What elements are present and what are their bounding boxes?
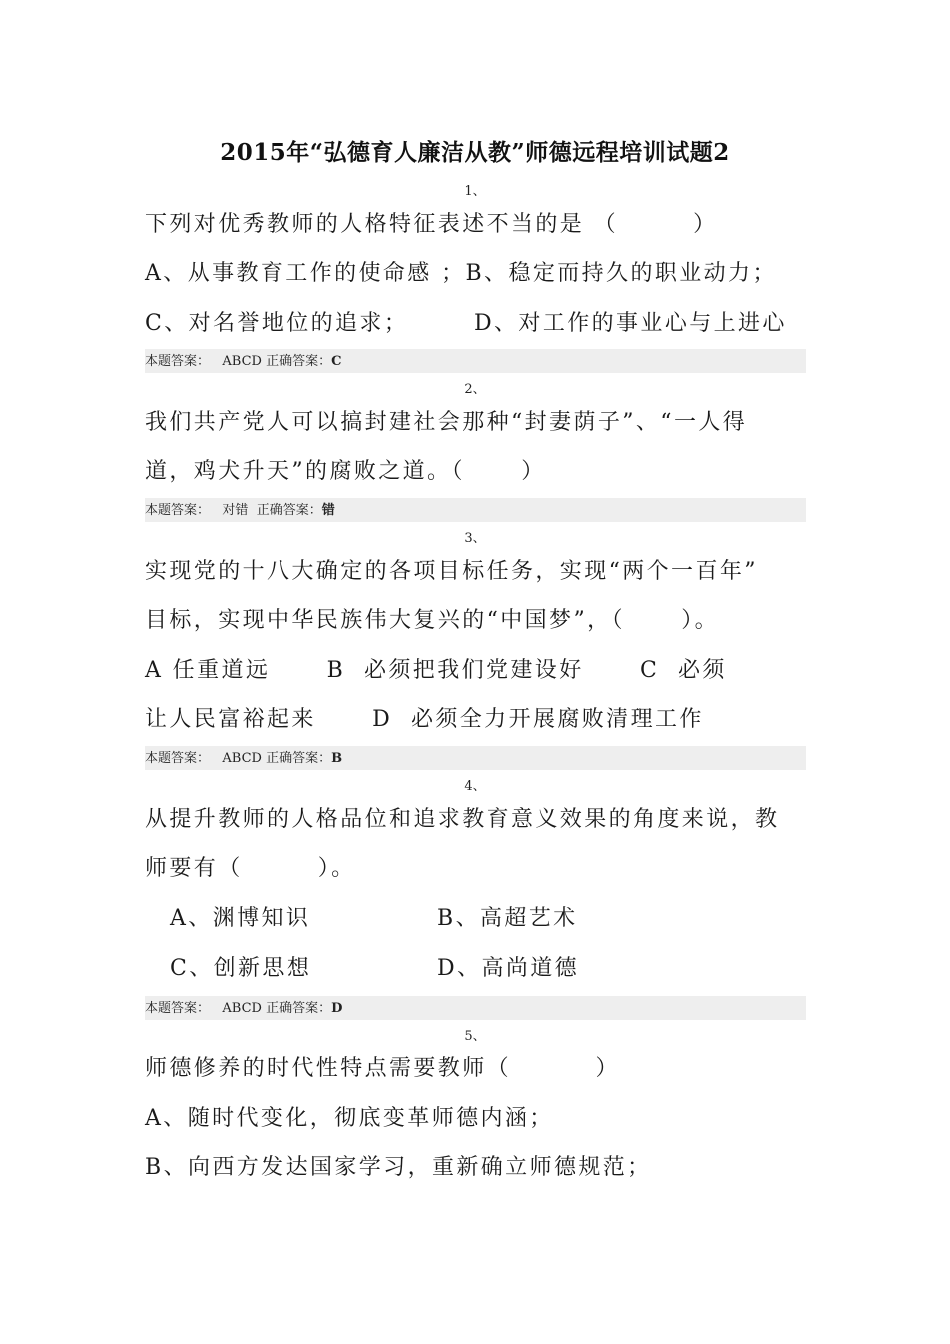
- question-text: 让人民富裕起来 D 必须全力开展腐败清理工作: [145, 707, 704, 732]
- question-number: 1、: [464, 184, 486, 199]
- answer-bar: [145, 349, 806, 373]
- question-text: A、随时代变化，彻底变革师德内涵；: [145, 1106, 554, 1131]
- option-a: A、渊博知识: [170, 906, 311, 931]
- question-text: C、对名誉地位的追求； D、对工作的事业心与上进心: [145, 311, 787, 336]
- answer-label: 本题答案：: [145, 751, 211, 766]
- answer-bar: [145, 996, 806, 1020]
- correct-answer-label: 正确答案：: [256, 503, 322, 518]
- correct-answer-label: 正确答案：: [266, 354, 332, 369]
- question-text: 从提升教师的人格品位和追求教育意义效果的角度来说，教: [145, 807, 780, 832]
- answer-bar: [145, 746, 806, 770]
- question-text: 我们共产党人可以搞封建社会那种“封妻荫子”、“一人得: [145, 410, 748, 435]
- question-text: B、向西方发达国家学习，重新确立师德规范；: [145, 1155, 652, 1180]
- question-number: 4、: [464, 779, 486, 794]
- answer-choices: ABCD: [222, 354, 262, 369]
- question-text: 下列对优秀教师的人格特征表述不当的是 （ ）: [145, 212, 718, 237]
- correct-answer-value: D: [331, 1001, 343, 1016]
- answer-choices: ABCD: [222, 751, 262, 766]
- correct-answer-value: C: [331, 354, 342, 369]
- document-title: 2015年“弘德育人廉洁从教”师德远程培训试题2: [220, 139, 730, 166]
- question-text: 实现党的十八大确定的各项目标任务，实现“两个一百年”: [145, 559, 758, 584]
- question-number: 3、: [464, 531, 486, 546]
- correct-answer-label: 正确答案：: [266, 751, 332, 766]
- answer-choices: ABCD: [222, 1001, 262, 1016]
- question-text: 师德修养的时代性特点需要教师（ ）: [145, 1056, 620, 1081]
- answer-bar: [145, 498, 806, 522]
- correct-answer-value: B: [331, 751, 343, 766]
- question-number: 2、: [464, 382, 486, 397]
- option-d: D、高尚道德: [437, 956, 580, 981]
- correct-answer-value: 错: [321, 503, 335, 518]
- question-text: 目标，实现中华民族伟大复兴的“中国梦”，（ ）。: [145, 608, 720, 633]
- answer-choices: 对错: [222, 503, 249, 518]
- question-text: 师要有（ ）。: [145, 856, 356, 881]
- answer-label: 本题答案：: [145, 354, 211, 369]
- question-text: A 任重道远 B 必须把我们党建设好 C 必须: [145, 658, 727, 683]
- question-number: 5、: [464, 1029, 486, 1044]
- correct-answer-label: 正确答案：: [266, 1001, 332, 1016]
- option-b: B、高超艺术: [437, 906, 578, 931]
- question-text: A、从事教育工作的使命感 ；B、稳定而持久的职业动力；: [145, 261, 777, 286]
- answer-label: 本题答案：: [145, 503, 211, 518]
- answer-label: 本题答案：: [145, 1001, 211, 1016]
- question-text: 道，鸡犬升天”的腐败之道。（ ）: [145, 459, 546, 484]
- option-c: C、创新思想: [170, 956, 312, 981]
